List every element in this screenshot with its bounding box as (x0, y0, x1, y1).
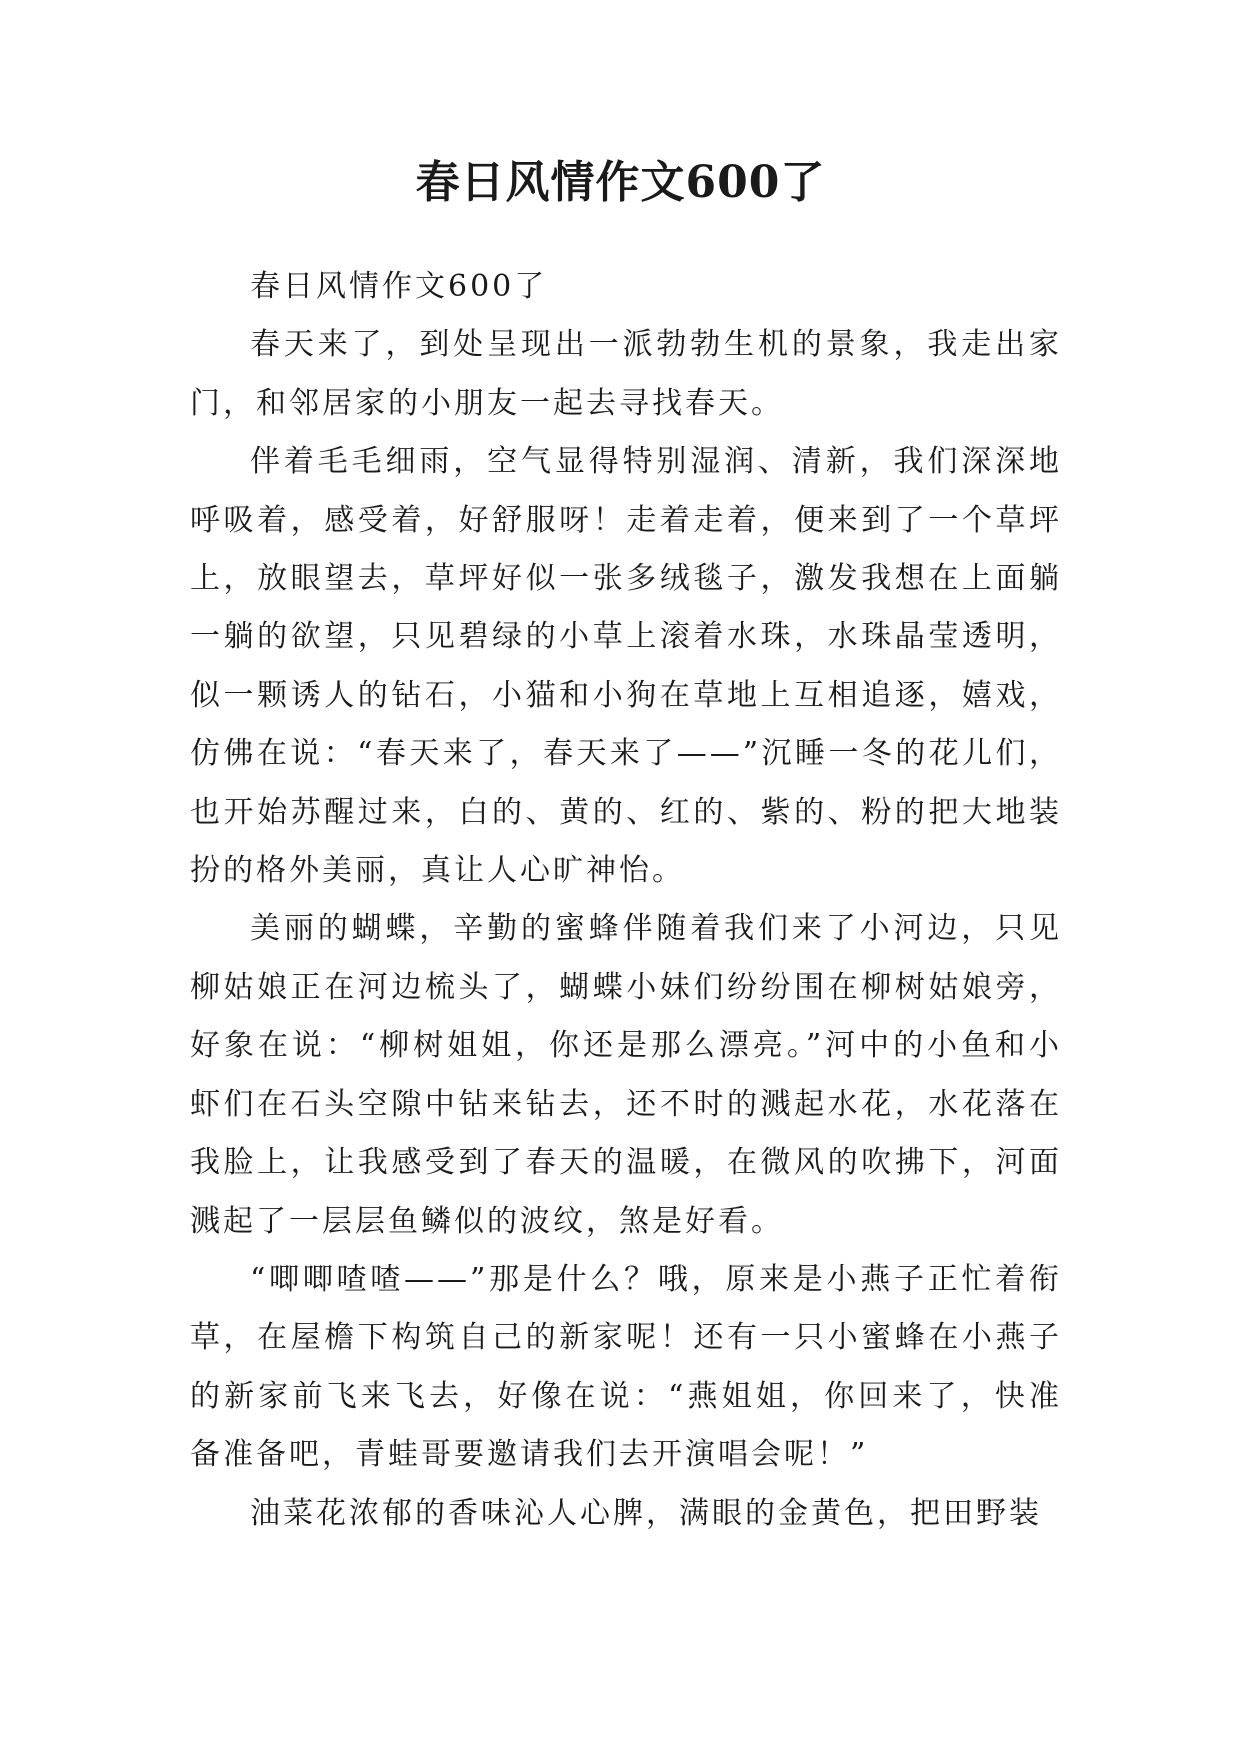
document-title: 春日风情作文600了 (415, 157, 826, 208)
paragraph: 春天来了，到处呈现出一派勃勃生机的景象，我走出家门，和邻居家的小朋友一起去寻找春天。 (190, 327, 1062, 421)
paragraph: 伴着毛毛细雨，空气显得特别湿润、清新，我们深深地呼吸着，感受着，好舒服呀！走着走着，便来到了一个草坪上，放眼望去，草坪好似一张多绒毯子，激发我想在上面躺一躺的欲望，只见碧绿的小草上滚着水珠，水珠晶莹透明，似一颗诱人的钻石，小猫和小狗在草地上互相追逐，嬉戏，仿佛在说：“春天来了，春天来了——”沉睡一冬的花儿们，也开始苏醒过来，白的、黄的、红的、紫的、粉的把大地装扮的格外美丽，真让人心旷神怡。 (190, 444, 1062, 889)
document-body (190, 258, 1062, 1543)
paragraph: 美丽的蝴蝶，辛勤的蜜蜂伴随着我们来了小河边，只见柳姑娘正在河边梳头了，蝴蝶小妹们纷纷围在柳树姑娘旁，好象在说：“柳树姐姐，你还是那么漂亮。”河中的小鱼和小虾们在石头空隙中钻来钻去，还不时的溅起水花，水花落在我脸上，让我感受到了春天的温暖，在微风的吹拂下，河面溅起了一层层鱼鳞似的波纹，煞是好看。 (190, 911, 1062, 1239)
paragraph: 油菜花浓郁的香味沁人心脾，满眼的金黄色，把田野装 (250, 1495, 1042, 1531)
paragraph: “唧唧喳喳——”那是什么？哦，原来是小燕子正忙着衔草，在屋檐下构筑自己的新家呢！还有一只小蜜蜂在小燕子的新家前飞来飞去，好像在说：“燕姐姐，你回来了，快准备准备吧，青蛙哥要邀请我们去开演唱会呢！” (190, 1261, 1062, 1473)
paragraph-heading: 春日风情作文600了 (250, 269, 548, 304)
